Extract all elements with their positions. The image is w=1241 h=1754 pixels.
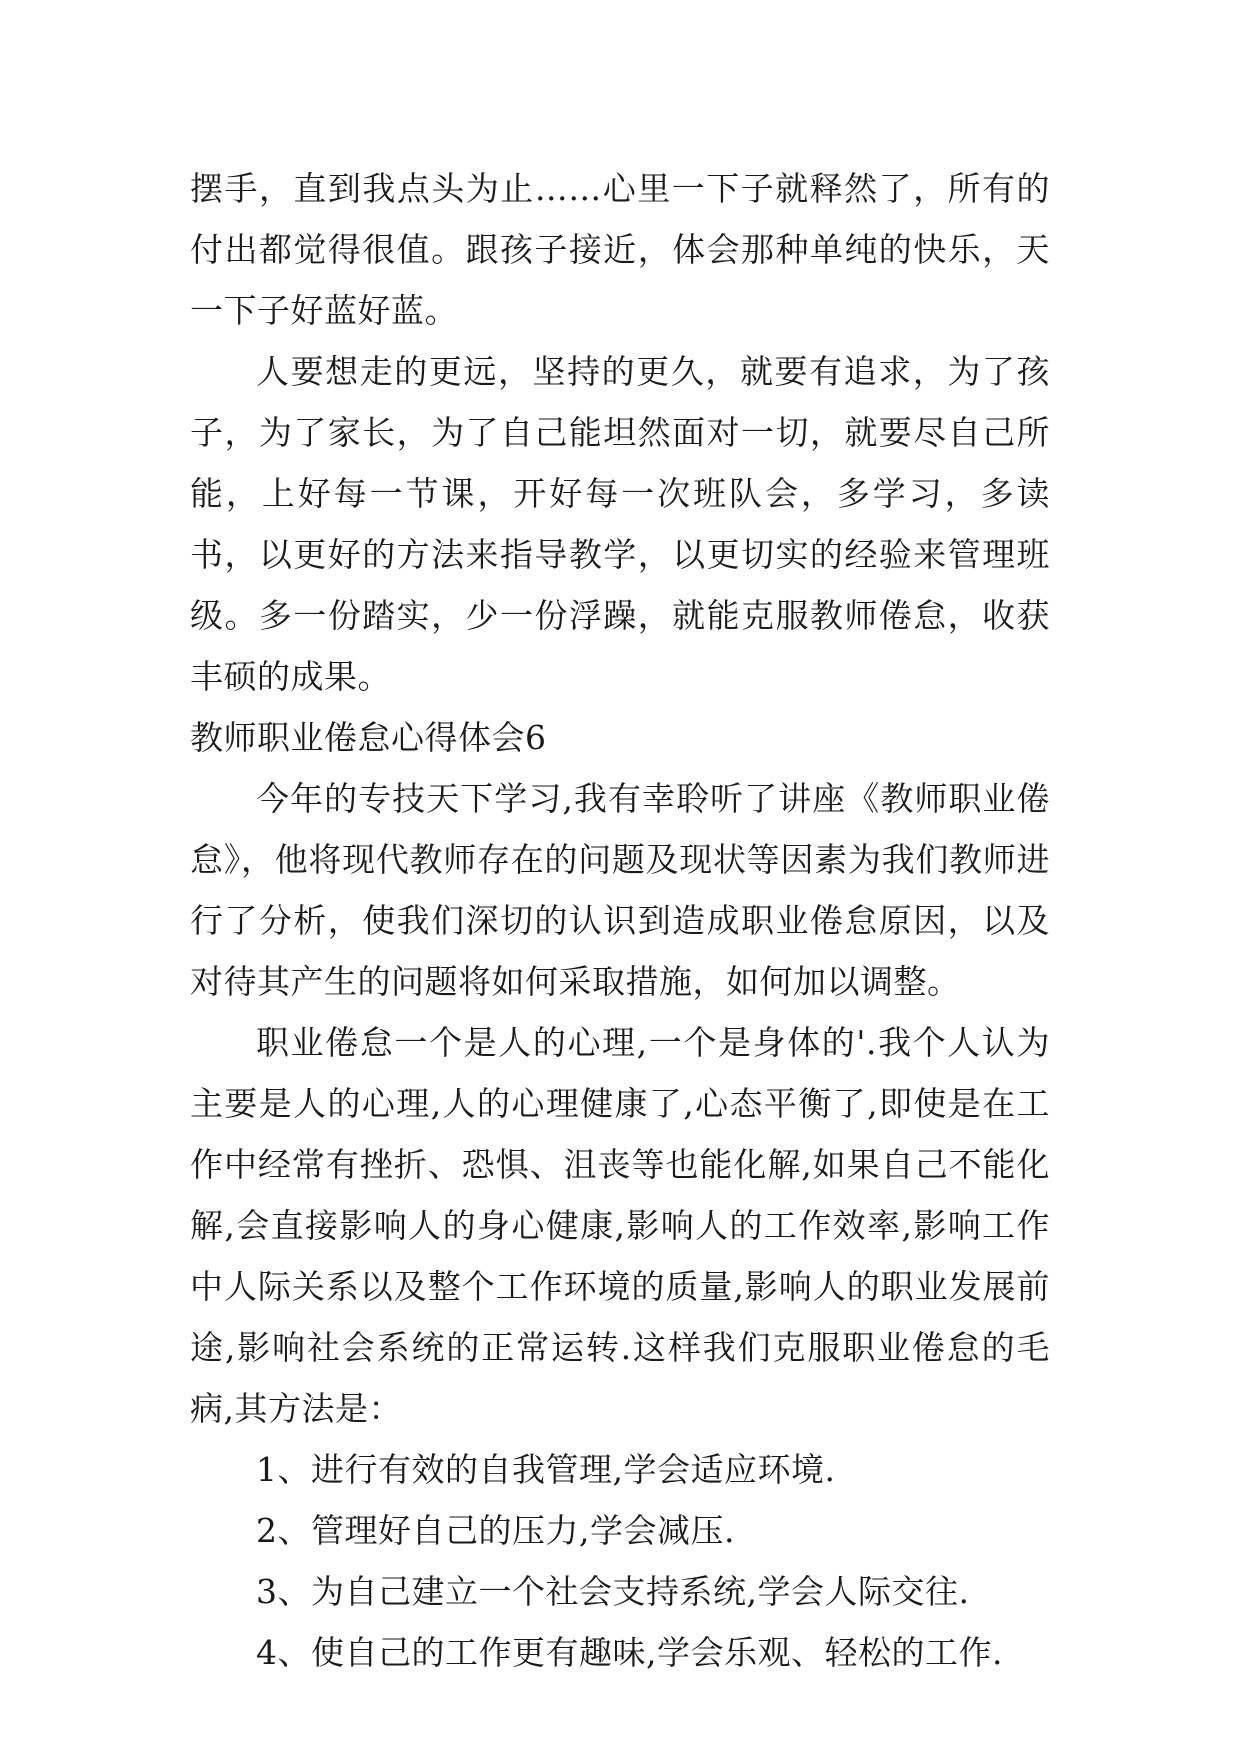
paragraph-pursuit: 人要想走的更远，坚持的更久，就要有追求，为了孩子，为了家长，为了自己能坦然面对一切，就要尽自己所能，上好每一节课，开好每一次班队会，多学习，多读书，以更好的方法来指导教学，以更切实的经验来管理班级。多一份踏实，少一份浮躁，就能克服教师倦怠，收获丰硕的成果。 bbox=[190, 352, 1050, 696]
paragraph-continuation: 摆手，直到我点头为止……心里一下子就释然了，所有的付出都觉得很值。跟孩子接近，体会那种单纯的快乐，天一下子好蓝好蓝。 bbox=[190, 169, 1050, 330]
paragraph-lecture: 今年的专技天下学习,我有幸聆听了讲座《教师职业倦怠》，他将现代教师存在的问题及现状等因素为我们教师进行了分析，使我们深切的认识到造成职业倦怠原因，以及对待其产生的问题将如何采取措施，如何加以调整。 bbox=[190, 779, 1050, 1001]
document-body bbox=[190, 158, 1050, 1683]
list-item: 4、使自己的工作更有趣味,学会乐观、轻松的工作. bbox=[256, 1633, 1003, 1672]
list-item: 3、为自己建立一个社会支持系统,学会人际交往. bbox=[256, 1572, 970, 1611]
list-item: 1、进行有效的自我管理,学会适应环境. bbox=[256, 1450, 836, 1489]
section-title: 教师职业倦怠心得体会6 bbox=[190, 718, 547, 757]
paragraph-burnout-analysis: 职业倦怠一个是人的心理,一个是身体的'.我个人认为主要是人的心理,人的心理健康了,心态平衡了,即使是在工作中经常有挫折、恐惧、沮丧等也能化解,如果自己不能化解,会直接影响人的身心健康,影响人的工作效率,影响工作中人际关系以及整个工作环境的质量,影响人的职业发展前途,影响社会系统的正常运转.这样我们克服职业倦怠的毛病,其方法是： bbox=[190, 1023, 1050, 1428]
list-item: 2、管理好自己的压力,学会减压. bbox=[256, 1511, 735, 1550]
